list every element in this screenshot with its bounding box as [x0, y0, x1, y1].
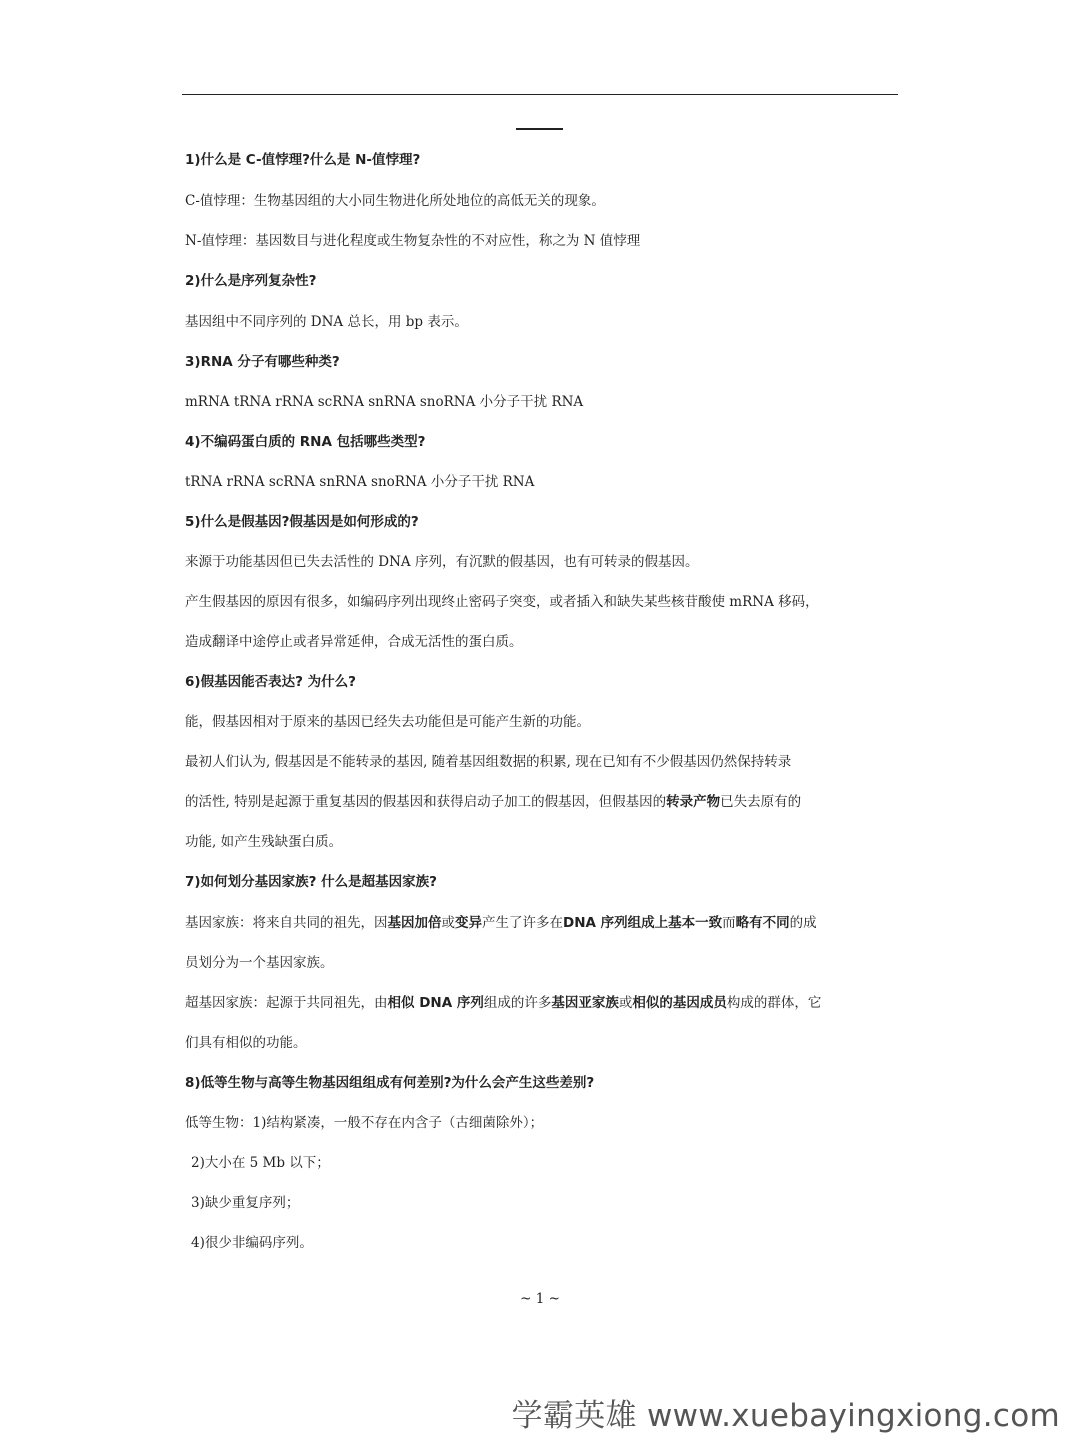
question-8: 8)低等生物与高等生物基因组组成有何差别?为什么会产生这些差别?	[185, 1075, 595, 1091]
header-rule	[182, 94, 898, 95]
question-6: 6)假基因能否表达? 为什么?	[185, 674, 356, 690]
emphasis-text: 变异	[455, 915, 482, 931]
text-span: 或	[441, 915, 455, 931]
question-5: 5)什么是假基因?假基因是如何形成的?	[185, 514, 419, 530]
answer-6-p1: 能，假基因相对于原来的基因已经失去功能但是可能产生新的功能。	[185, 714, 590, 730]
text-span: 已失去原有的	[720, 794, 802, 810]
answer-2: 基因组中不同序列的 DNA 总长，用 bp 表示。	[185, 314, 468, 330]
text-span: 超基因家族：起源于共同祖先，由	[185, 995, 388, 1011]
text-span: 的活性, 特别是起源于重复基因的假基因和获得启动子加工的假基因，但假基因的	[185, 794, 667, 810]
answer-7-supergene-line1	[185, 993, 821, 1013]
text-span: 基因家族：将来自共同的祖先，因	[185, 915, 388, 931]
answer-7-gene-family-line2: 员划分为一个基因家族。	[185, 955, 334, 971]
emphasis-text: 基因亚家族	[551, 995, 619, 1011]
answer-6-p2-line3: 功能, 如产生残缺蛋白质。	[185, 834, 343, 850]
answer-7-gene-family-line1	[185, 913, 817, 933]
text-span: 产生了许多在	[482, 915, 563, 931]
text-span: 的成	[789, 915, 817, 931]
question-2: 2)什么是序列复杂性?	[185, 273, 317, 289]
text-span: 组成的许多	[483, 995, 552, 1011]
emphasis-text: 基因加倍	[387, 915, 442, 931]
answer-8-item4: 4)很少非编码序列。	[191, 1235, 313, 1251]
page-number: ~ 1 ~	[520, 1291, 560, 1307]
answer-8-item1: 低等生物：1)结构紧凑，一般不存在内含子（古细菌除外）；	[185, 1115, 544, 1131]
answer-6-p2-line1: 最初人们认为, 假基因是不能转录的基因, 随着基因组数据的积累, 现在已知有不少假基因仍然保持转录	[185, 754, 792, 770]
emphasis-text: 略有不同	[735, 915, 790, 931]
answer-5-p2-line2: 造成翻译中途停止或者异常延伸，合成无活性的蛋白质。	[185, 634, 523, 650]
answer-5-p1: 来源于功能基因但已失去活性的 DNA 序列，有沉默的假基因，也有可转录的假基因。	[185, 554, 699, 570]
answer-7-supergene-line2: 们具有相似的功能。	[185, 1035, 307, 1051]
question-7: 7)如何划分基因家族? 什么是超基因家族?	[185, 874, 437, 890]
emphasis-text: DNA 序列组成上基本一致	[563, 915, 723, 931]
answer-4: tRNA rRNA scRNA snRNA snoRNA 小分子干扰 RNA	[185, 474, 535, 490]
emphasis-text: 相似的基因成员	[632, 995, 727, 1011]
answer-1-c-value: C-值悖理：生物基因组的大小同生物进化所处地位的高低无关的现象。	[185, 193, 605, 209]
answer-8-item2: 2)大小在 5 Mb 以下；	[191, 1155, 330, 1171]
answer-6-p2-line2	[185, 792, 801, 812]
watermark: 学霸英雄 www.xuebayingxiong.com	[511, 1398, 1060, 1434]
answer-5-p2-line1: 产生假基因的原因有很多，如编码序列出现终止密码子突变，或者插入和缺失某些核苷酸使 mRNA 移码，	[185, 594, 819, 610]
question-3: 3)RNA 分子有哪些种类?	[185, 354, 340, 370]
answer-1-n-value: N-值悖理：基因数目与进化程度或生物复杂性的不对应性，称之为 N 值悖理	[185, 233, 641, 249]
answer-3: mRNA tRNA rRNA scRNA snRNA snoRNA 小分子干扰 RNA	[185, 394, 584, 410]
question-1: 1)什么是 C-值悖理?什么是 N-值悖理?	[185, 152, 421, 168]
question-4: 4)不编码蛋白质的 RNA 包括哪些类型?	[185, 434, 426, 450]
emphasis-text: 转录产物	[666, 794, 721, 810]
text-span: 或	[618, 995, 633, 1011]
emphasis-text: 相似 DNA 序列	[387, 995, 484, 1011]
text-span: 构成的群体，它	[726, 995, 822, 1011]
answer-8-item3: 3)缺少重复序列；	[191, 1195, 300, 1211]
title-underline	[516, 128, 563, 130]
text-span: 而	[722, 915, 736, 931]
